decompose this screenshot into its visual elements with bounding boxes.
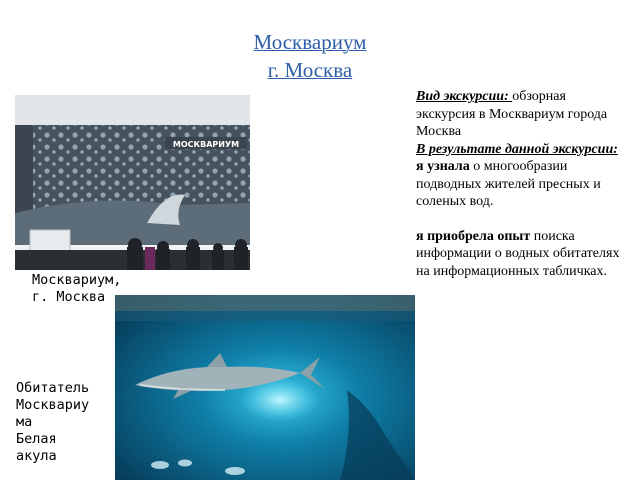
building-caption[interactable]: Москвариум, г. Москва bbox=[32, 272, 122, 305]
building-sign: МОСКВАРИУМ bbox=[172, 140, 240, 149]
title-line-2[interactable]: г. Москва bbox=[267, 58, 353, 82]
result-label[interactable]: В результате данной экскурсии: bbox=[416, 141, 618, 157]
excursion-label[interactable]: Вид экскурсии: bbox=[416, 89, 513, 104]
excursion-text[interactable]: обзорная экскурсия в Москвариум города Москва bbox=[416, 89, 608, 139]
title-line-1[interactable]: Москвариум bbox=[253, 30, 367, 54]
shark-photo-art bbox=[115, 295, 415, 480]
learned-label[interactable]: я узнала bbox=[416, 159, 470, 174]
shark-caption[interactable]: Обитатель Москвариу ма Белая акула bbox=[16, 380, 90, 464]
experience-label[interactable]: я приобрела опыт bbox=[416, 228, 531, 244]
experience-text[interactable]: поиска информации о водных обитателях на информационных табличках. bbox=[416, 228, 620, 279]
moskvarium-building-photo bbox=[15, 95, 250, 270]
page-title[interactable] bbox=[200, 28, 420, 84]
experience-paragraph bbox=[416, 228, 626, 281]
learned-text[interactable]: о многообразии подводных жителей пресных и соленых вод. bbox=[416, 159, 601, 209]
shark-aquarium-photo bbox=[115, 295, 415, 480]
excursion-paragraph bbox=[416, 88, 626, 141]
result-paragraph bbox=[416, 141, 626, 211]
building-photo-art bbox=[15, 95, 250, 270]
excursion-info bbox=[416, 88, 626, 280]
paragraph-gap bbox=[416, 211, 626, 228]
